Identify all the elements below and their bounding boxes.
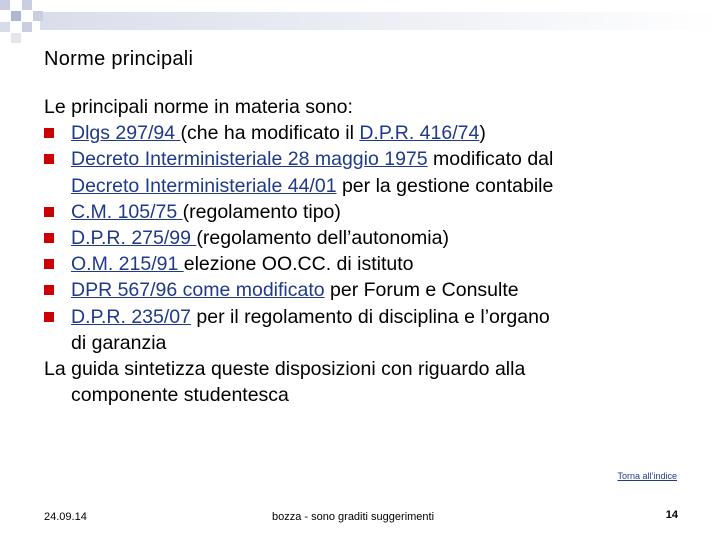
square-bullet-icon: [44, 233, 54, 243]
list-item: DPR 567/96 come modificato per Forum e Consulte: [44, 277, 684, 303]
square-bullet-icon: [44, 154, 54, 164]
slide-title: Norme principali: [44, 48, 194, 70]
list-item: Dlgs 297/94 (che ha modificato il D.P.R. 416/74): [44, 120, 684, 146]
list-item: D.P.R. 275/99 (regolamento dell’autonomia): [44, 225, 684, 251]
norm-link[interactable]: Dlgs 297/94: [71, 122, 181, 145]
closing-line: La guida sintetizza queste disposizioni con riguardo alla: [44, 358, 526, 381]
norm-link[interactable]: DPR 567/96 come modificato: [71, 279, 325, 302]
back-to-index-link[interactable]: Torna all’indice: [617, 471, 677, 481]
page-number: 14: [665, 509, 678, 521]
header-checker-decoration: [0, 0, 720, 50]
square-bullet-icon: [44, 128, 54, 138]
list-item: C.M. 105/75 (regolamento tipo): [44, 199, 684, 225]
norm-link[interactable]: C.M. 105/75: [71, 200, 183, 223]
square-bullet-icon: [44, 259, 54, 269]
list-item: D.P.R. 235/07 per il regolamento di disciplina e l’organo: [44, 304, 684, 330]
slide-body: [44, 94, 684, 408]
square-bullet-icon: [44, 312, 54, 322]
list-item: Decreto Interministeriale 28 maggio 1975 modificato dal: [44, 146, 684, 172]
closing-line: componente studentesca: [71, 384, 289, 407]
norm-link[interactable]: Decreto Interministeriale 44/01: [71, 174, 337, 197]
norm-link[interactable]: Decreto Interministeriale 28 maggio 1975: [71, 148, 428, 171]
square-bullet-icon: [44, 207, 54, 217]
intro-line: Le principali norme in materia sono:: [44, 96, 353, 118]
list-item-continuation: di garanzia: [71, 331, 167, 354]
square-bullet-icon: [44, 285, 54, 295]
norm-link[interactable]: D.P.R. 275/99: [71, 227, 197, 250]
footer-note: bozza - sono graditi suggerimenti: [272, 511, 435, 523]
list-item: O.M. 215/91 elezione OO.CC. di istituto: [44, 251, 684, 277]
norm-link[interactable]: D.P.R. 416/74: [359, 122, 480, 145]
intro-emphasis: principali norme: [71, 96, 209, 118]
norm-link[interactable]: D.P.R. 235/07: [71, 305, 191, 328]
norm-link[interactable]: O.M. 215/91: [71, 253, 184, 276]
list-item-continuation: Decreto Interministeriale 44/01 per la gestione contabile: [71, 174, 554, 197]
footer-date: 24.09.14: [44, 511, 87, 523]
